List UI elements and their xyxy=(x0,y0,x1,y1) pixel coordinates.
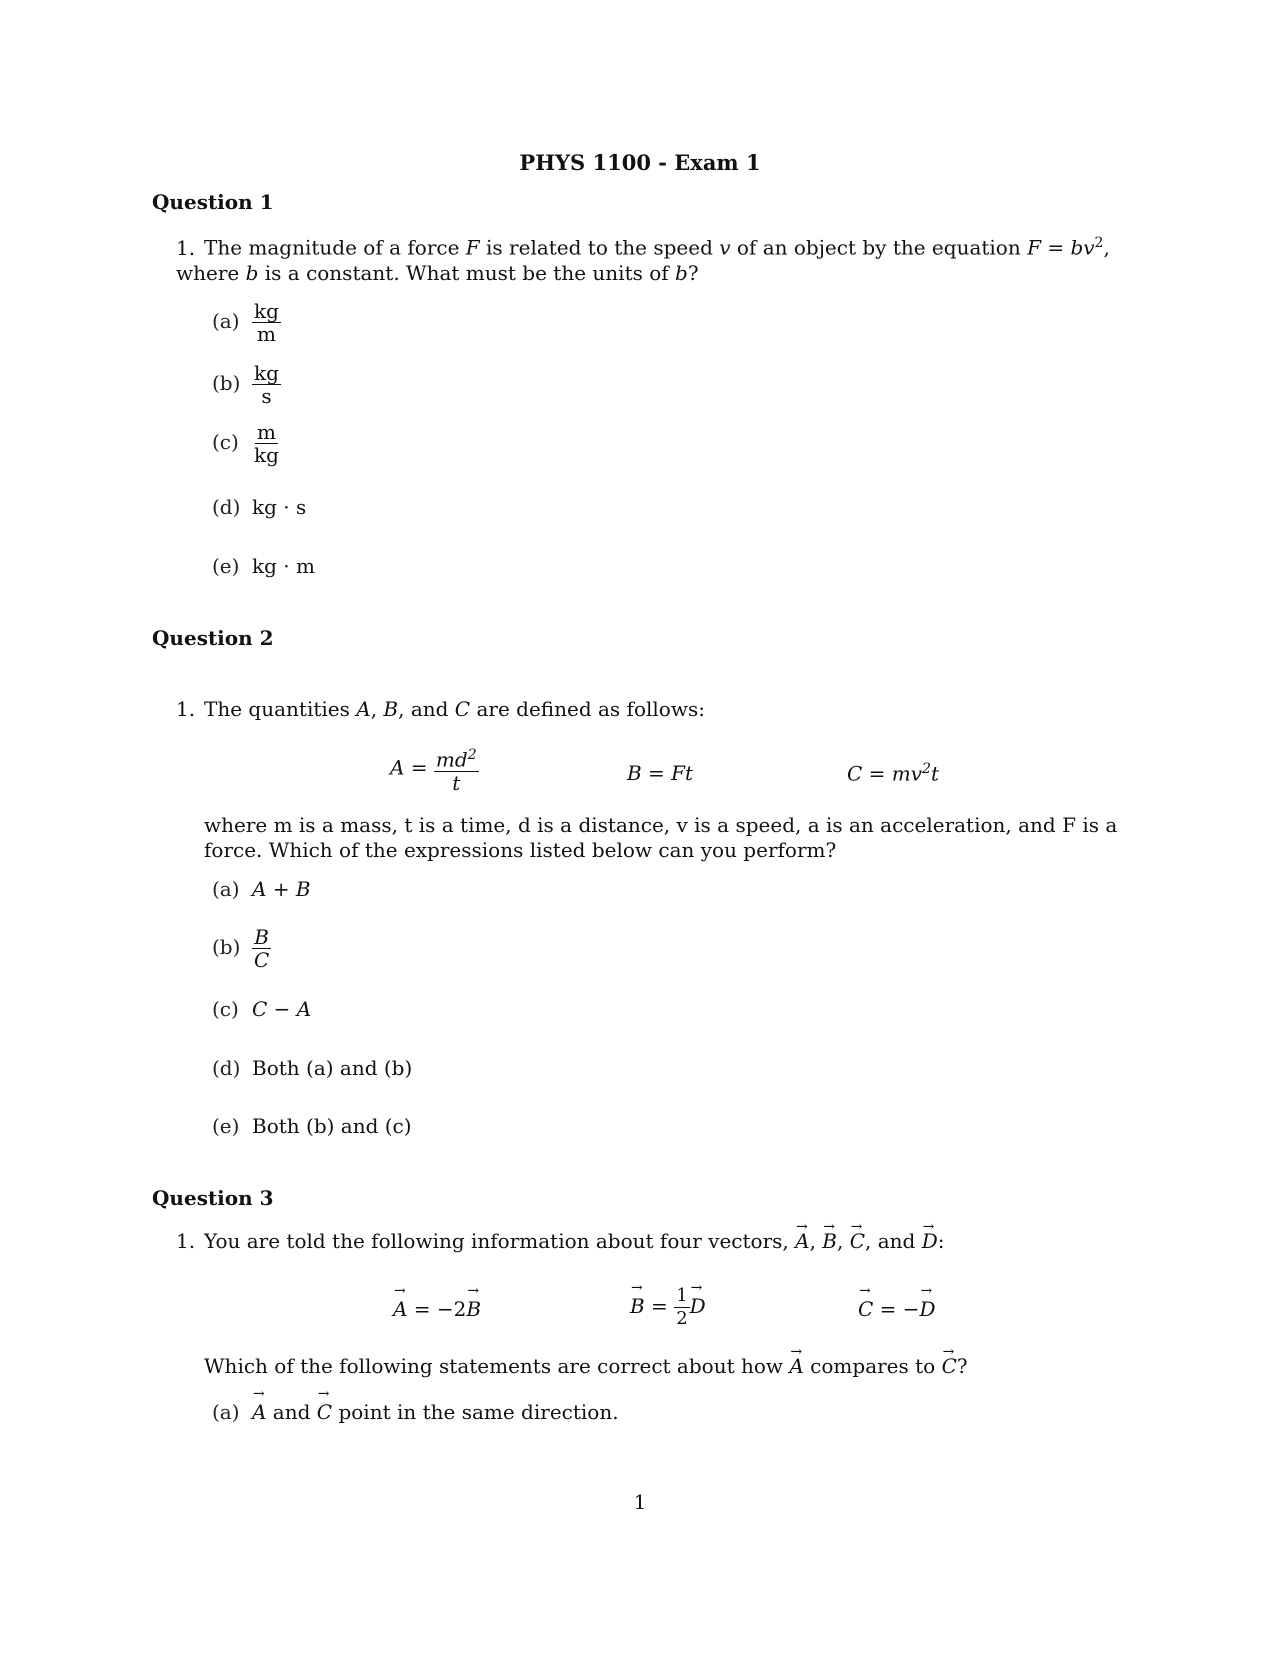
page-number: 1 xyxy=(633,1490,647,1514)
q1-option-a: (a) $\frac{kg}{m}$ xyxy=(212,299,279,346)
q1-option-b: (b) $\frac{kg}{s}$ xyxy=(212,361,279,408)
question-2-intro: 1. The quantities A, B, and C are defined as follows: xyxy=(176,697,705,721)
q2-option-c: (c) C − A xyxy=(212,997,312,1021)
q2-option-d: (d) Both (a) and (b) xyxy=(212,1056,413,1080)
equation-a: A = $\frac{md^2}{t}$ xyxy=(390,744,479,794)
vector-d: → D xyxy=(922,1229,938,1254)
q2-option-e: (e) Both (b) and (c) xyxy=(212,1114,412,1138)
question-1-text: 1. The magnitude of a force F is related to the speed v of an object by the equation $F = bv^2$, where b is a constant. What must be the units of b? xyxy=(176,235,1110,285)
q1-option-d: (d) kg · s xyxy=(212,495,307,519)
question-1-heading: Question 1 xyxy=(152,190,274,214)
item-number: 1. xyxy=(176,235,196,260)
fraction: $\frac{m}{kg}$ xyxy=(254,420,279,467)
question-3-prompt: Which of the following statements are correct about how → A compares to → C? xyxy=(204,1354,1164,1379)
vector-c: → C xyxy=(850,1229,865,1254)
vector-equation-1: → A = −2→ B xyxy=(393,1297,481,1321)
question-2-heading: Question 2 xyxy=(152,626,274,650)
vector-equation-3: → C = −→ D xyxy=(858,1297,936,1321)
question-2-where-text: where m is a mass, t is a time, d is a distance, v is a speed, a is an acceleration, and F is a force. Which of the expressions listed below can you perform? xyxy=(204,813,1118,862)
vector-equation-2: → B = $\frac{1}{2}$ → D xyxy=(630,1285,706,1330)
q1-option-c: (c) $\frac{m}{kg}$ xyxy=(212,420,279,467)
vector-b: → B xyxy=(822,1229,837,1254)
page-title: PHYS 1100 - Exam 1 xyxy=(519,150,761,175)
item-number: 1. xyxy=(176,697,196,721)
q2-option-b: (b) $\frac{B}{C}$ xyxy=(212,925,270,972)
equation-c: $C = mv^2t$ xyxy=(847,761,940,786)
q3-option-a: (a)→ A and → C point in the same direction. xyxy=(212,1400,619,1424)
fraction: $\frac{kg}{s}$ xyxy=(254,361,279,408)
question-3-intro: 1. You are told the following information about four vectors, → A, → B, → C, and → D: xyxy=(176,1229,1136,1254)
question-3-heading: Question 3 xyxy=(152,1186,274,1210)
equation-b: B = Ft xyxy=(627,761,694,785)
q1-option-e: (e) kg · m xyxy=(212,554,315,578)
item-number: 1. xyxy=(176,1229,196,1253)
vector-a: → A xyxy=(795,1229,809,1254)
q2-option-a: (a) A + B xyxy=(212,877,311,901)
fraction: $\frac{kg}{m}$ xyxy=(254,299,279,346)
